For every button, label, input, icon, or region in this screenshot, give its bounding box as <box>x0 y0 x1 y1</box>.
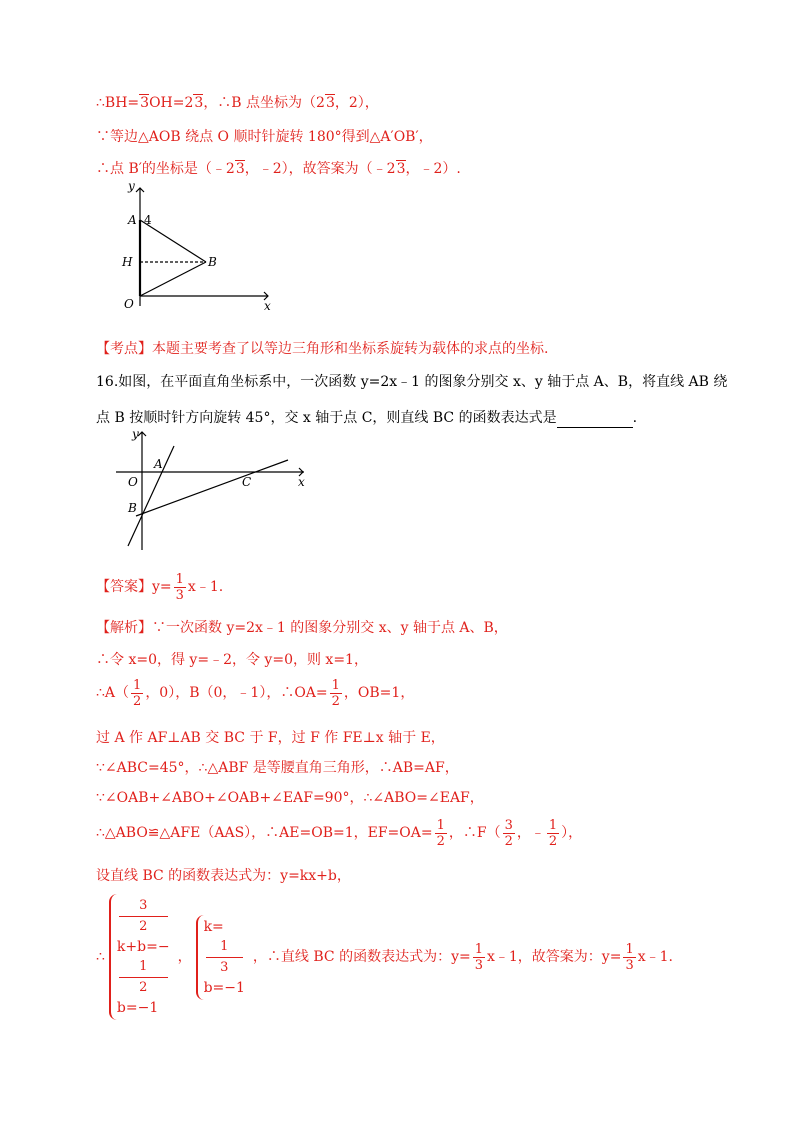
label-y: y <box>128 179 135 193</box>
numerator: 1 <box>175 571 184 587</box>
triangle-figure <box>110 176 280 326</box>
fraction <box>330 678 342 709</box>
label-o: O <box>124 297 134 311</box>
text: ，﹣ <box>516 825 545 841</box>
equation-row <box>117 896 170 998</box>
numerator: 1 <box>133 677 142 693</box>
label-b: B <box>208 255 217 269</box>
analysis-line2: ∴令 x=0，得 y=﹣2，令 y=0，则 x=1， <box>96 652 368 668</box>
sqrt: 3 <box>194 95 204 111</box>
answer-line <box>96 570 223 604</box>
numerator: 1 <box>436 817 445 833</box>
solution-line-bh <box>96 93 379 113</box>
numerator: 1 <box>119 957 168 978</box>
sqrt: 3 <box>235 161 245 177</box>
analysis-line5: ∵∠ABC=45°，∴△ABF 是等腰直角三角形，∴AB=AF， <box>96 760 459 776</box>
text: y= <box>152 579 172 595</box>
analysis-tag: 【解析】 <box>96 620 152 636</box>
text: ∴BH= <box>96 95 140 111</box>
line-ab <box>128 446 174 546</box>
text: ∵一次函数 y=2x﹣1 的图象分别交 x、y 轴于点 A、B， <box>152 620 508 636</box>
text: ，∴F（ <box>448 825 501 841</box>
text: x﹣1，故答案为：y= <box>487 949 622 965</box>
fraction <box>174 572 186 603</box>
fraction <box>435 818 447 849</box>
equation-row <box>204 917 245 978</box>
lines-figure <box>112 424 312 554</box>
fraction <box>119 896 168 937</box>
fraction <box>547 818 559 849</box>
text: . <box>632 410 638 426</box>
text: ，2）， <box>334 95 379 111</box>
numerator: 1 <box>474 941 483 957</box>
analysis-line3 <box>96 676 414 710</box>
answer-blank <box>557 413 633 428</box>
fraction <box>623 942 635 973</box>
text: ，∴直线 BC 的函数表达式为：y= <box>252 949 471 965</box>
text: ， <box>177 949 192 965</box>
equation-system-2 <box>196 915 249 1000</box>
text: ∴点 B′的坐标是（﹣2 <box>96 161 235 177</box>
label-x: x <box>264 299 271 313</box>
text: k+b=− <box>116 939 170 955</box>
text: ，∴B 点坐标为（2 <box>203 95 325 111</box>
fraction <box>119 957 168 998</box>
label-c: C <box>242 475 252 489</box>
text: ，﹣2）. <box>405 161 461 177</box>
denominator: 2 <box>331 693 340 709</box>
answer-tag: 【答案】 <box>96 579 152 595</box>
analysis-line1 <box>96 618 508 638</box>
label-o: O <box>128 475 138 489</box>
fraction <box>206 937 243 978</box>
denominator: 3 <box>474 957 483 973</box>
kaodian-text: 本题主要考查了以等边三角形和坐标系旋转为载体的求点的坐标. <box>152 341 549 357</box>
denominator: 3 <box>220 959 229 975</box>
kaodian-tag: 【考点】 <box>96 341 152 357</box>
fraction <box>131 678 143 709</box>
label-y: y <box>132 427 139 441</box>
therefore-symbol: ∴ <box>96 949 105 965</box>
numerator: 1 <box>331 677 340 693</box>
text: OH=2 <box>149 95 194 111</box>
text: ）， <box>561 825 583 841</box>
denominator: 2 <box>139 980 148 995</box>
denominator: 2 <box>139 919 148 934</box>
denominator: 3 <box>625 957 634 973</box>
label-a: A <box>154 457 163 471</box>
equation-row: b=−1 <box>116 1000 159 1016</box>
analysis-line8: 设直线 BC 的函数表达式为：y=kx+b， <box>96 868 351 884</box>
kaodian-line <box>96 339 548 359</box>
label-h: H <box>122 255 133 269</box>
numerator: 1 <box>206 937 243 958</box>
side-ob <box>140 262 206 296</box>
question-16-line1: 16.如图，在平面直角坐标系中，一次函数 y=2x﹣1 的图象分别交 x、y 轴于点 A、B，将直线 AB 绕 <box>96 374 728 390</box>
numerator: 3 <box>119 896 168 917</box>
text: x﹣1. <box>637 949 673 965</box>
text: 点 B 按顺时针方向旋转 45°，交 x 轴于点 C，则直线 BC 的函数表达式是 <box>96 410 557 426</box>
denominator: 2 <box>548 833 558 849</box>
equation-row: b=−1 <box>203 979 245 996</box>
analysis-line4: 过 A 作 AF⊥AB 交 BC 于 F，过 F 作 FE⊥x 轴于 E， <box>96 730 445 746</box>
fraction <box>503 818 515 849</box>
sqrt: 3 <box>396 161 406 177</box>
label-b: B <box>128 501 137 515</box>
equation-system-1 <box>109 894 174 1020</box>
solution-line-rotate: ∵等边△AOB 绕点 O 顺时针旋转 180°得到△A′OB′， <box>96 129 433 145</box>
text: ，OB=1， <box>343 685 415 701</box>
numerator: 1 <box>625 941 634 957</box>
analysis-line9 <box>96 894 673 1020</box>
label-x: x <box>298 475 305 489</box>
sqrt: 3 <box>140 95 150 111</box>
text: k= <box>203 918 224 935</box>
denominator: 3 <box>175 587 184 603</box>
text: ，0），B（0，﹣1），∴OA= <box>145 685 328 701</box>
label-a: A <box>128 213 137 227</box>
text: ，﹣2），故答案为（﹣2 <box>244 161 396 177</box>
denominator: 2 <box>133 693 142 709</box>
analysis-line6: ∵∠OAB+∠ABO+∠OAB+∠EAF=90°，∴∠ABO=∠EAF， <box>96 790 484 806</box>
sqrt: 3 <box>325 95 335 111</box>
text: ∴A（ <box>96 685 130 701</box>
numerator: 3 <box>504 817 513 833</box>
text: x﹣1. <box>187 579 224 595</box>
denominator: 2 <box>504 833 513 849</box>
text: ∴△ABO≌△AFE（AAS），∴AE=OB=1，EF=OA= <box>96 825 433 841</box>
label-4: 4 <box>144 213 152 227</box>
denominator: 2 <box>436 833 445 849</box>
numerator: 1 <box>548 817 558 833</box>
fraction <box>473 942 485 973</box>
analysis-line7 <box>96 816 582 850</box>
